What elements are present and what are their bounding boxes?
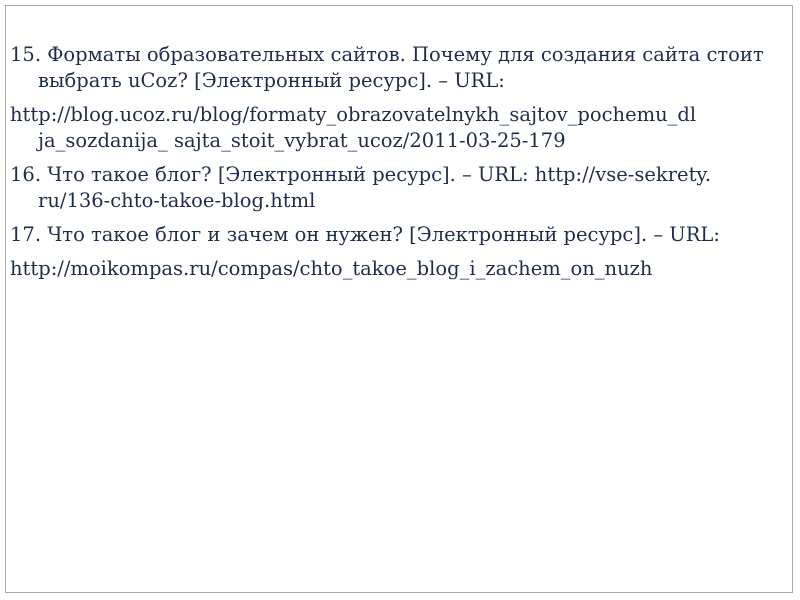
reference-item bbox=[10, 256, 790, 282]
reference-item bbox=[10, 102, 790, 154]
reference-line: http://moikompas.ru/compas/chto_takoe_blog_i_zachem_on_nuzh bbox=[10, 257, 653, 280]
reference-line: 16. Что такое блог? [Электронный ресурс]. – URL: http://vse-sekrety. bbox=[10, 163, 712, 186]
reference-line: 17. Что такое блог и зачем он нужен? [Электронный ресурс]. – URL: bbox=[10, 223, 720, 246]
reference-item bbox=[10, 222, 790, 248]
reference-item bbox=[10, 42, 790, 94]
reference-line: ja_sozdanija_ sajta_stoit_vybrat_ucoz/2011-03-25-179 bbox=[38, 129, 566, 152]
reference-line: ru/136-chto-takoe-blog.html bbox=[38, 189, 316, 212]
reference-line: 15. Форматы образовательных сайтов. Почему для создания сайта стоит bbox=[10, 43, 764, 66]
reference-line: выбрать uCoz? [Электронный ресурс]. – URL: bbox=[38, 69, 505, 92]
reference-line: http://blog.ucoz.ru/blog/formaty_obrazovatelnykh_sajtov_pochemu_dl bbox=[10, 103, 697, 126]
reference-item bbox=[10, 162, 790, 214]
slide-frame bbox=[5, 5, 793, 593]
reference-list bbox=[10, 42, 790, 290]
